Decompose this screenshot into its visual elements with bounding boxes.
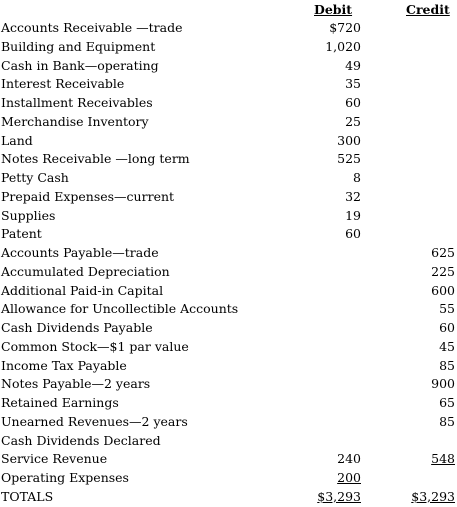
account-name: Cash Dividends Declared — [1, 432, 161, 448]
table-row — [0, 282, 457, 301]
debit-amount: 19 — [345, 207, 361, 223]
credit-total: $3,293 — [411, 488, 455, 504]
table-row — [0, 263, 457, 282]
account-name: Allowance for Uncollectible Accounts — [1, 301, 239, 317]
debit-amount: 32 — [345, 188, 361, 204]
account-name: Prepaid Expenses—current — [1, 188, 175, 204]
account-name: Common Stock—$1 par value — [1, 338, 189, 354]
table-row — [0, 207, 457, 226]
account-name: Building and Equipment — [1, 38, 156, 54]
debit-amount: 240 — [337, 451, 361, 467]
totals-row — [0, 488, 457, 507]
table-row — [0, 38, 457, 57]
account-name: Accounts Payable—trade — [1, 245, 159, 260]
account-name: Notes Payable—2 years — [1, 376, 151, 392]
table-row — [0, 150, 457, 169]
credit-amount: 225 — [431, 263, 455, 279]
account-name: Interest Receivable — [1, 76, 125, 92]
account-name: Patent — [1, 226, 42, 242]
account-name: Supplies — [1, 207, 56, 223]
credit-amount: 600 — [431, 282, 455, 298]
debit-amount: 60 — [345, 95, 361, 110]
table-row — [0, 75, 457, 94]
account-name: Cash in Bank—operating — [1, 57, 159, 73]
debit-amount: 8 — [353, 170, 361, 185]
credit-amount: 60 — [439, 320, 455, 335]
table-row — [0, 19, 457, 38]
account-name: Unearned Revenues—2 years — [1, 413, 188, 429]
debit-total: $3,293 — [317, 488, 361, 504]
account-name: Cash Dividends Payable — [1, 320, 153, 335]
debit-amount: 525 — [337, 151, 361, 167]
account-name: Operating Expenses — [1, 470, 129, 485]
debit-amount: 35 — [345, 76, 361, 92]
account-name: Accounts Receivable —trade — [1, 20, 183, 35]
account-name: Retained Earnings — [1, 395, 119, 410]
account-name: Service Revenue — [1, 451, 108, 467]
debit-amount: 25 — [345, 113, 361, 129]
totals-label: TOTALS — [1, 488, 54, 504]
table-row — [0, 94, 457, 113]
debit-amount: $720 — [329, 20, 361, 35]
account-name: Additional Paid-in Capital — [1, 282, 164, 298]
account-name: Income Tax Payable — [1, 357, 127, 373]
table-row — [0, 225, 457, 244]
credit-amount: 55 — [439, 301, 455, 317]
account-name: Petty Cash — [1, 170, 69, 185]
table-row — [0, 113, 457, 132]
table-row — [0, 132, 457, 151]
debit-amount: 300 — [337, 132, 361, 148]
credit-amount: 900 — [431, 376, 455, 392]
table-row — [0, 432, 457, 451]
credit-amount: 548 — [431, 451, 455, 467]
column-header — [0, 2, 457, 18]
debit-amount: 1,020 — [325, 38, 361, 54]
debit-amount: 200 — [337, 470, 361, 485]
credit-header: Credit — [406, 2, 450, 17]
table-row — [0, 469, 457, 488]
table-row — [0, 413, 457, 432]
account-name: Land — [1, 132, 33, 148]
debit-header: Debit — [314, 2, 353, 17]
account-name: Notes Receivable —long term — [1, 151, 190, 167]
table-row — [0, 188, 457, 207]
table-row — [0, 319, 457, 338]
account-rows — [0, 19, 457, 507]
table-row — [0, 375, 457, 394]
table-row — [0, 244, 457, 263]
table-row — [0, 394, 457, 413]
credit-amount: 45 — [439, 338, 455, 354]
table-row — [0, 57, 457, 76]
debit-amount: 49 — [345, 57, 361, 73]
credit-amount: 625 — [431, 245, 455, 260]
account-name: Accumulated Depreciation — [1, 263, 170, 279]
table-row — [0, 450, 457, 469]
credit-amount: 85 — [439, 357, 455, 373]
account-name: Installment Receivables — [1, 95, 153, 110]
credit-amount: 65 — [439, 395, 455, 410]
credit-amount: 85 — [439, 413, 455, 429]
table-row — [0, 338, 457, 357]
table-row — [0, 169, 457, 188]
table-row — [0, 300, 457, 319]
account-name: Merchandise Inventory — [1, 113, 149, 129]
table-row — [0, 357, 457, 376]
debit-amount: 60 — [345, 226, 361, 242]
